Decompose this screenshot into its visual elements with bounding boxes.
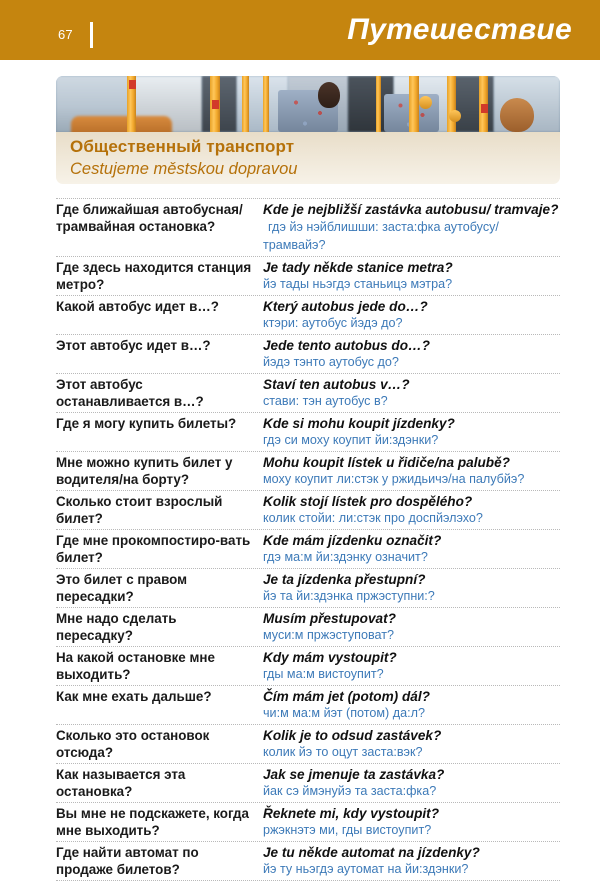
- phrase-pronunciation: гдэ ма:м йи:здэнку означит?: [263, 550, 428, 564]
- phrase-czech-cell: [263, 766, 560, 800]
- phrase-pronunciation: ржэкнэтэ ми, гды вистоупит?: [263, 823, 432, 837]
- hero-caption: [56, 132, 560, 184]
- photo-pole-marker-1: [212, 100, 219, 109]
- phrase-pronunciation: йак сэ ймэнуйэ та заста:фка?: [263, 784, 437, 798]
- phrase-czech: Kdy mám vystoupit?: [263, 650, 397, 665]
- phrase-czech-cell: [263, 376, 560, 410]
- phrase-row: [56, 257, 560, 296]
- phrase-row: [56, 491, 560, 530]
- phrase-pronunciation: гды ма:м вистоупит?: [263, 667, 384, 681]
- phrase-czech: Musím přestupovat?: [263, 611, 396, 626]
- phrase-russian: Какой автобус идет в…?: [56, 299, 219, 314]
- hero-section: [56, 76, 560, 184]
- phrase-row: [56, 803, 560, 842]
- phrase-pronunciation: колик стойи: ли:стэк про доспйэлэхо?: [263, 511, 483, 525]
- bus-interior-photo: [56, 76, 560, 132]
- photo-dark-panel-1: [202, 76, 237, 132]
- phrase-row: [56, 686, 560, 725]
- phrase-row: [56, 530, 560, 569]
- photo-handrail-5: [376, 76, 381, 132]
- phrase-czech-cell: [263, 610, 560, 644]
- phrase-czech: Je ta jízdenka přestupní?: [263, 572, 426, 587]
- page-number: 67: [58, 27, 73, 42]
- phrase-pronunciation: стави: тэн аутобус в?: [263, 394, 388, 408]
- phrase-row: [56, 296, 560, 335]
- phrase-czech: Kolik stojí lístek pro dospělého?: [263, 494, 473, 509]
- photo-pole-marker-2: [129, 80, 136, 89]
- photo-handrail-3: [242, 76, 249, 132]
- phrase-czech-cell: [263, 454, 560, 488]
- phrase-czech-cell: [263, 259, 560, 293]
- hero-caption-cs: Cestujeme městskou dopravou: [70, 160, 298, 178]
- photo-handrail-6: [409, 76, 419, 132]
- phrase-pronunciation: колик йэ то оцут заста:вэк?: [263, 745, 423, 759]
- phrase-czech-cell: [263, 298, 560, 332]
- phrase-czech-cell: [263, 727, 560, 761]
- phrase-czech: Který autobus jede do…?: [263, 299, 428, 314]
- phrase-czech: Jak se jmenuje ta zastávka?: [263, 767, 445, 782]
- phrase-russian: Где здесь находится станция метро?: [56, 260, 252, 292]
- phrase-row: [56, 413, 560, 452]
- phrase-czech: Jede tento autobus do…?: [263, 338, 430, 353]
- phrase-czech: Mohu koupit lístek u řidiče/na palubě?: [263, 455, 510, 470]
- phrase-pronunciation: йэ та йи:здэнка пржэступни:?: [263, 589, 435, 603]
- phrase-pronunciation: ктэри: аутобус йэдэ до?: [263, 316, 403, 330]
- phrase-russian: Сколько это остановок отсюда?: [56, 728, 210, 760]
- phrase-czech: Kde je nejbližší zastávka autobusu/ tramvaje?: [263, 202, 559, 217]
- phrase-row: [56, 569, 560, 608]
- phrase-czech: Je tu někde automat na jízdenky?: [263, 845, 480, 860]
- header-divider: [90, 22, 93, 48]
- phrase-russian: Это билет с правом пересадки?: [56, 572, 188, 604]
- phrase-czech-cell: [263, 844, 560, 878]
- phrase-pronunciation: гдэ си моху коупит йи:здэнки?: [263, 433, 439, 447]
- phrase-row: [56, 764, 560, 803]
- phrase-russian: Где найти автомат по продаже билетов?: [56, 845, 199, 877]
- phrase-russian: Мне можно купить билет у водителя/на борту?: [56, 455, 233, 487]
- phrase-czech-cell: [263, 493, 560, 527]
- photo-pole-marker-3: [481, 104, 488, 113]
- phrase-row: [56, 608, 560, 647]
- photo-passenger-head-2: [500, 98, 534, 132]
- phrase-czech-cell: [263, 571, 560, 605]
- phrase-czech-cell: [263, 415, 560, 449]
- phrase-row: [56, 842, 560, 881]
- phrase-czech: Kolik je to odsud zastávek?: [263, 728, 442, 743]
- phrase-russian: Где ближайшая автобусная/трамвайная остановка?: [56, 202, 243, 234]
- phrase-row: [56, 647, 560, 686]
- phrase-czech: Je tady někde stanice metra?: [263, 260, 453, 275]
- phrase-czech-cell: [263, 688, 560, 722]
- hero-caption-ru: Общественный транспорт: [70, 137, 295, 156]
- phrase-russian: Как называется эта остановка?: [56, 767, 186, 799]
- photo-grab-knob-2: [449, 110, 461, 122]
- phrase-russian: Мне надо сделать пересадку?: [56, 611, 177, 643]
- phrase-pronunciation: муси:м пржэступоват?: [263, 628, 394, 642]
- phrase-czech-cell: [263, 805, 560, 839]
- phrase-russian: На какой остановке мне выходить?: [56, 650, 215, 682]
- phrase-czech-cell: [263, 649, 560, 683]
- page-title: Путешествие: [347, 13, 572, 46]
- phrase-pronunciation: гдэ йэ нэйблишши: заста:фка аутобусу/трамвайэ?: [263, 220, 499, 252]
- phrase-russian: Где мне прокомпостиро-вать билет?: [56, 533, 251, 565]
- phrase-russian: Где я могу купить билеты?: [56, 416, 237, 431]
- phrase-pronunciation: йэ ту ньэгдэ аутомат на йи:здэнки?: [263, 862, 469, 876]
- page-header: [0, 0, 600, 60]
- phrase-russian: Вы мне не подскажете, когда мне выходить?: [56, 806, 250, 838]
- phrase-russian: Этот автобус идет в…?: [56, 338, 211, 353]
- photo-orange-seatback: [71, 116, 172, 132]
- phrase-row: [56, 725, 560, 764]
- photo-grab-knob-1: [419, 96, 432, 109]
- phrase-pronunciation: моху коупит ли:стэк у ржидьичэ/на палубйэ?: [263, 472, 525, 486]
- phrase-row: [56, 335, 560, 374]
- phrase-table: [0, 198, 600, 881]
- photo-passenger-head-1: [318, 82, 340, 108]
- phrase-czech-cell: [263, 532, 560, 566]
- phrase-pronunciation: йэ тады ньэгдэ станьицэ мэтра?: [263, 277, 453, 291]
- photo-dark-panel-3: [454, 76, 494, 132]
- photo-handrail-7: [447, 76, 456, 132]
- phrase-czech: Kde mám jízdenku označit?: [263, 533, 442, 548]
- phrase-russian: Как мне ехать дальше?: [56, 689, 212, 704]
- phrase-czech: Řeknete mi, kdy vystoupit?: [263, 806, 440, 821]
- phrase-czech: Čím mám jet (potom) dál?: [263, 689, 430, 704]
- phrase-row: [56, 198, 560, 257]
- phrase-czech: Staví ten autobus v…?: [263, 377, 410, 392]
- phrase-russian: Этот автобус останавливается в…?: [56, 377, 204, 409]
- phrase-pronunciation: чи:м ма:м йэт (потом) да:л?: [263, 706, 425, 720]
- phrase-pronunciation: йэдэ тэнто аутобус до?: [263, 355, 399, 369]
- phrase-row: [56, 374, 560, 413]
- photo-handrail-4: [263, 76, 269, 132]
- phrase-czech-cell: [263, 201, 560, 254]
- phrase-czech-cell: [263, 337, 560, 371]
- phrase-russian: Сколько стоит взрослый билет?: [56, 494, 223, 526]
- phrase-czech: Kde si mohu koupit jízdenky?: [263, 416, 455, 431]
- phrase-row: [56, 452, 560, 491]
